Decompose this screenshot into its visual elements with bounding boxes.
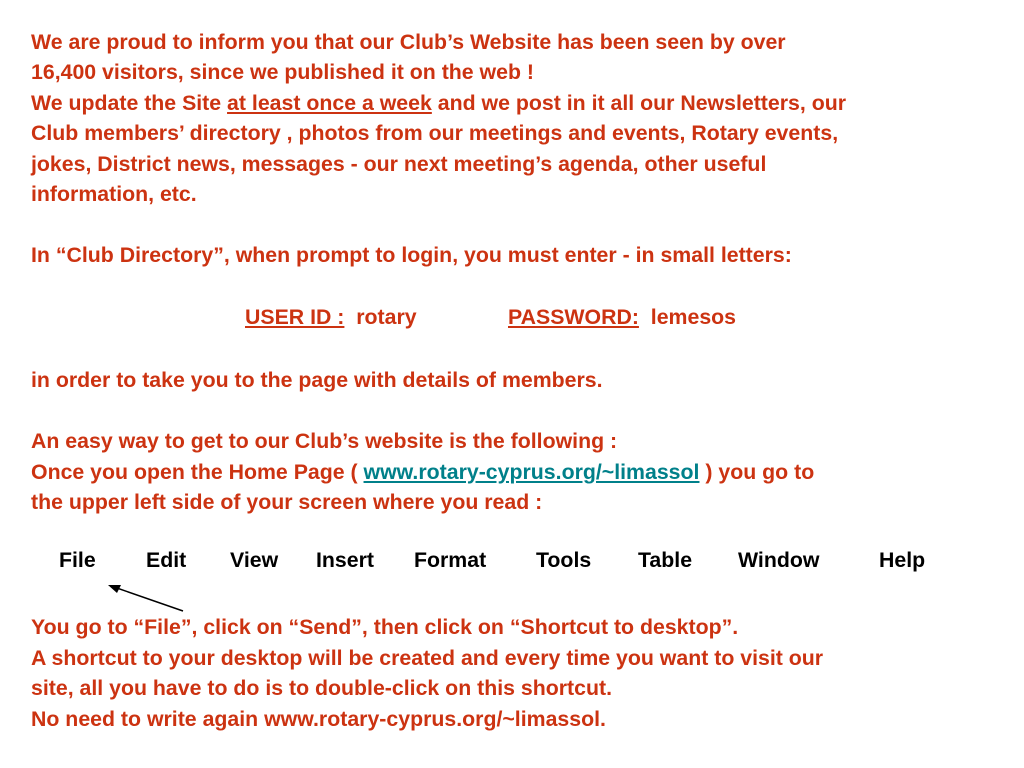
easy-way-line-3: the upper left side of your screen where you read : xyxy=(31,490,543,514)
password-label: PASSWORD: xyxy=(508,305,639,329)
menu-item-tools: Tools xyxy=(536,548,592,572)
intro-line-2: 16,400 visitors, since we published it on the web ! xyxy=(31,60,534,84)
menu-item-view: View xyxy=(230,548,279,572)
user-id-value: rotary xyxy=(356,305,417,329)
update-text-c: and we post in it all our Newsletters, our xyxy=(431,91,847,115)
instruction-line-1: You go to “File”, click on “Send”, then click on “Shortcut to desktop”. xyxy=(31,615,739,639)
password-value: lemesos xyxy=(650,305,737,329)
easy-way-text-b: ) you go to xyxy=(699,460,815,484)
instruction-line-3: site, all you have to do is to double-click on this shortcut. xyxy=(31,676,613,700)
instruction-line-4: No need to write again www.rotary-cyprus.org/~limassol. xyxy=(31,707,606,731)
update-line-2: Club members’ directory , photos from our meetings and events, Rotary events, xyxy=(31,121,839,145)
update-text-a: We update the Site xyxy=(31,91,228,115)
menu-item-file: File xyxy=(59,548,96,572)
directory-instruction: In “Club Directory”, when prompt to login, you must enter - in small letters: xyxy=(31,243,792,267)
update-line-4: information, etc. xyxy=(31,182,197,206)
website-link[interactable]: www.rotary-cyprus.org/~limassol xyxy=(363,460,700,484)
members-page-line: in order to take you to the page with details of members. xyxy=(31,368,603,392)
easy-way-text-a: Once you open the Home Page ( xyxy=(31,460,364,484)
menu-item-help: Help xyxy=(879,548,926,572)
menu-item-edit: Edit xyxy=(146,548,187,572)
menu-item-format: Format xyxy=(414,548,487,572)
intro-line-1: We are proud to inform you that our Club’s Website has been seen by over xyxy=(31,30,786,54)
update-line-3: jokes, District news, messages - our next meeting’s agenda, other useful xyxy=(31,152,767,176)
easy-way-line-1: An easy way to get to our Club’s website is the following : xyxy=(31,429,618,453)
menu-item-insert: Insert xyxy=(316,548,374,572)
user-id-label: USER ID : xyxy=(245,305,345,329)
menu-item-window: Window xyxy=(738,548,820,572)
instruction-line-2: A shortcut to your desktop will be created and every time you want to visit our xyxy=(31,646,824,670)
menu-item-table: Table xyxy=(638,548,693,572)
update-emphasis: at least once a week xyxy=(227,91,432,115)
